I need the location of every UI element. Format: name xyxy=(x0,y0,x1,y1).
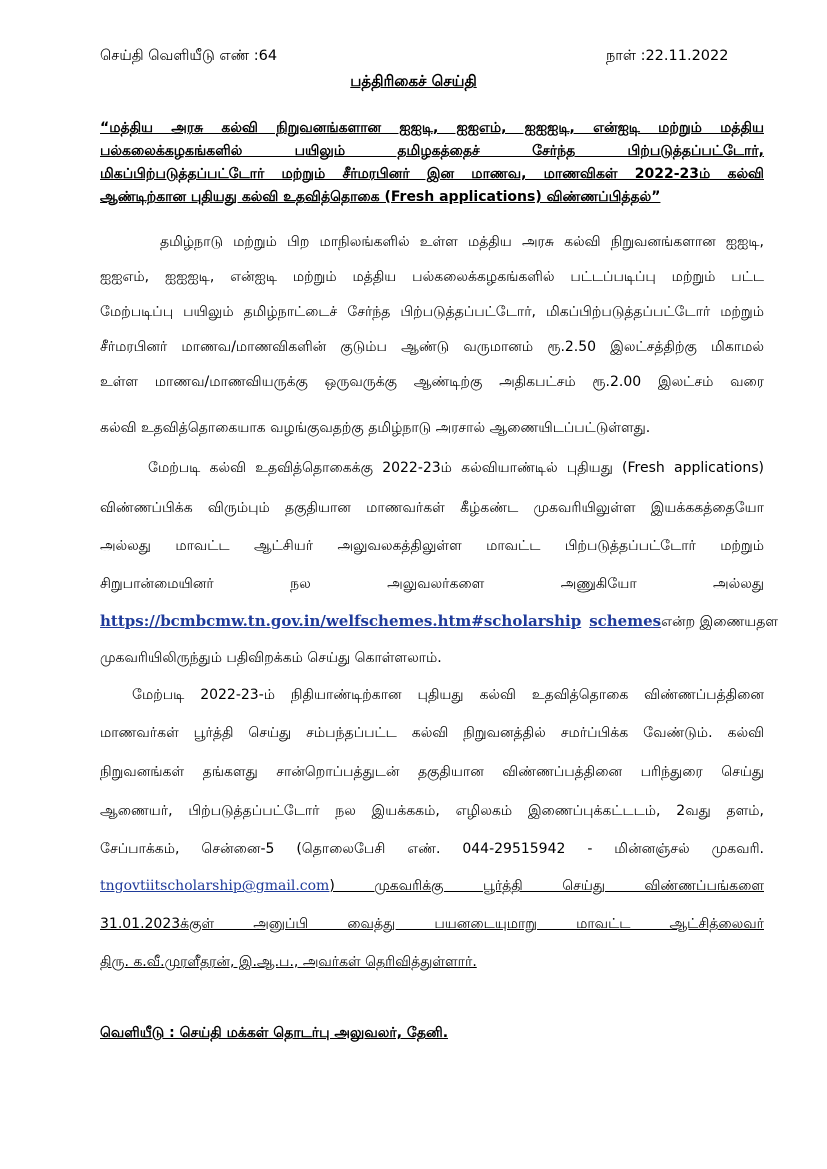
scholarship-url-link[interactable]: https://bcmbcmw.tn.gov.in/welfschemes.htm#scholarship xyxy=(100,612,582,630)
page-title: பத்திரிகைச் செய்தி xyxy=(350,72,477,90)
paragraph-line: தமிழ்நாடு மற்றும் பிற மாநிலங்களில் உள்ள மத்திய அரசு கல்வி நிறுவனங்களான ஐஐடி, xyxy=(160,234,764,250)
subject-line: ஆண்டிற்கான புதியது கல்வி உதவித்தொகை (Fresh applications) விண்ணப்பித்தல்” xyxy=(100,189,661,205)
paragraph-line: மேற்படி 2022-23-ம் நிதியாண்டிற்கான புதியது கல்வி உதவித்தொகை விண்ணப்பத்தினை xyxy=(132,687,764,703)
paragraph-line: மேற்படிப்பு பயிலும் தமிழ்நாட்டைச் சேர்ந்த பிற்படுத்தப்பட்டோர், மிகப்பிற்படுத்தப்பட்டோர் மற்றும் xyxy=(100,304,764,320)
subject-line: மிகப்பிற்படுத்தப்பட்டோர் மற்றும் சீர்மரபினர் இன மாணவ, மாணவிகள் 2022-23ம் கல்வி xyxy=(100,166,764,182)
email-line-rest: ) முகவரிக்கு பூர்த்தி செய்து விண்ணப்பங்களை xyxy=(329,878,764,894)
paragraph-line: விண்ணப்பிக்க விரும்பும் தகுதியான மாணவர்கள் கீழ்கண்ட முகவரியிலுள்ள இயக்ககத்தையோ xyxy=(100,500,764,516)
paragraph-line: 31.01.2023க்குள் அனுப்பி வைத்து பயனடையுமாறு மாவட்ட ஆட்சித்லைவர் xyxy=(100,916,764,932)
release-footer: வெளியீடு : செய்தி மக்கள் தொடர்பு அலுவலர், தேனி. xyxy=(100,1025,449,1041)
paragraph-line: கல்வி உதவித்தொகையாக வழங்குவதற்கு தமிழ்நாடு அரசால் ஆணையிடப்பட்டுள்ளது. xyxy=(100,420,651,436)
paragraph-line: மாணவர்கள் பூர்த்தி செய்து சம்பந்தப்பட்ட கல்வி நிறுவனத்தில் சமர்ப்பிக்க வேண்டும். கல்வி xyxy=(100,725,764,741)
link-line-rest: என்ற இணையதள xyxy=(661,614,779,630)
email-line xyxy=(100,878,764,896)
release-number: செய்தி வெளியீடு எண் :64 xyxy=(100,48,278,64)
paragraph-line: திரு. க.வீ.முரளீதரன், இ.ஆ.ப., அவர்கள் தெரிவித்துள்ளார். xyxy=(100,954,477,970)
release-date: நாள் :22.11.2022 xyxy=(606,48,729,64)
paragraph-line: சேப்பாக்கம், சென்னை-5 (தொலைபேசி எண். 044-29515942 - மின்னஞ்சல் முகவரி. xyxy=(100,841,764,857)
subject-line: “மத்திய அரசு கல்வி நிறுவனங்களான ஐஐடி, ஐஐஎம், ஐஐஐடி, என்ஐடி மற்றும் மத்திய xyxy=(100,120,764,136)
paragraph-line: ஆணையர், பிற்படுத்தப்பட்டோர் நல இயக்ககம், எழிலகம் இணைப்புக்கட்டடம், 2வது தளம், xyxy=(100,803,764,819)
paragraph-line: நிறுவனங்கள் தங்களது சான்றொப்பத்துடன் தகுதியான விண்ணப்பத்தினை பரிந்துரை செய்து xyxy=(100,764,764,780)
paragraph-line: சிறுபான்மையினர் நல அலுவலர்களை அணுகியோ அல்லது xyxy=(100,576,764,592)
paragraph-line: அல்லது மாவட்ட ஆட்சியர் அலுவலகத்திலுள்ள மாவட்ட பிற்படுத்தப்பட்டோர் மற்றும் xyxy=(100,538,764,554)
email-link[interactable]: tngovtiitscholarship@gmail.com xyxy=(100,878,330,894)
paragraph-line: உள்ள மாணவ/மாணவியருக்கு ஒருவருக்கு ஆண்டிற்கு அதிகபட்சம் ரூ.2.00 இலட்சம் வரை xyxy=(100,374,764,390)
paragraph-line: மேற்படி கல்வி உதவித்தொகைக்கு 2022-23ம் கல்வியாண்டில் புதியது (Fresh applications) xyxy=(148,460,764,476)
paragraph-line: முகவரியிலிருந்தும் பதிவிறக்கம் செய்து கொள்ளலாம். xyxy=(100,650,442,666)
paragraph-line: சீர்மரபினர் மாணவ/மாணவிகளின் குடும்ப ஆண்டு வருமானம் ரூ.2.50 இலட்சத்திற்கு மிகாமல் xyxy=(100,339,764,355)
schemes-link[interactable]: schemes xyxy=(589,612,662,630)
subject-line: பல்கலைக்கழகங்களில் பயிலும் தமிழகத்தைச் சேர்ந்த பிற்படுத்தப்பட்டோர், xyxy=(100,143,764,159)
paragraph-line: ஐஐஎம், ஐஐஐடி, என்ஐடி மற்றும் மத்திய பல்கலைக்கழகங்களில் பட்டப்படிப்பு மற்றும் பட்ட xyxy=(100,269,764,285)
link-line xyxy=(100,612,779,632)
